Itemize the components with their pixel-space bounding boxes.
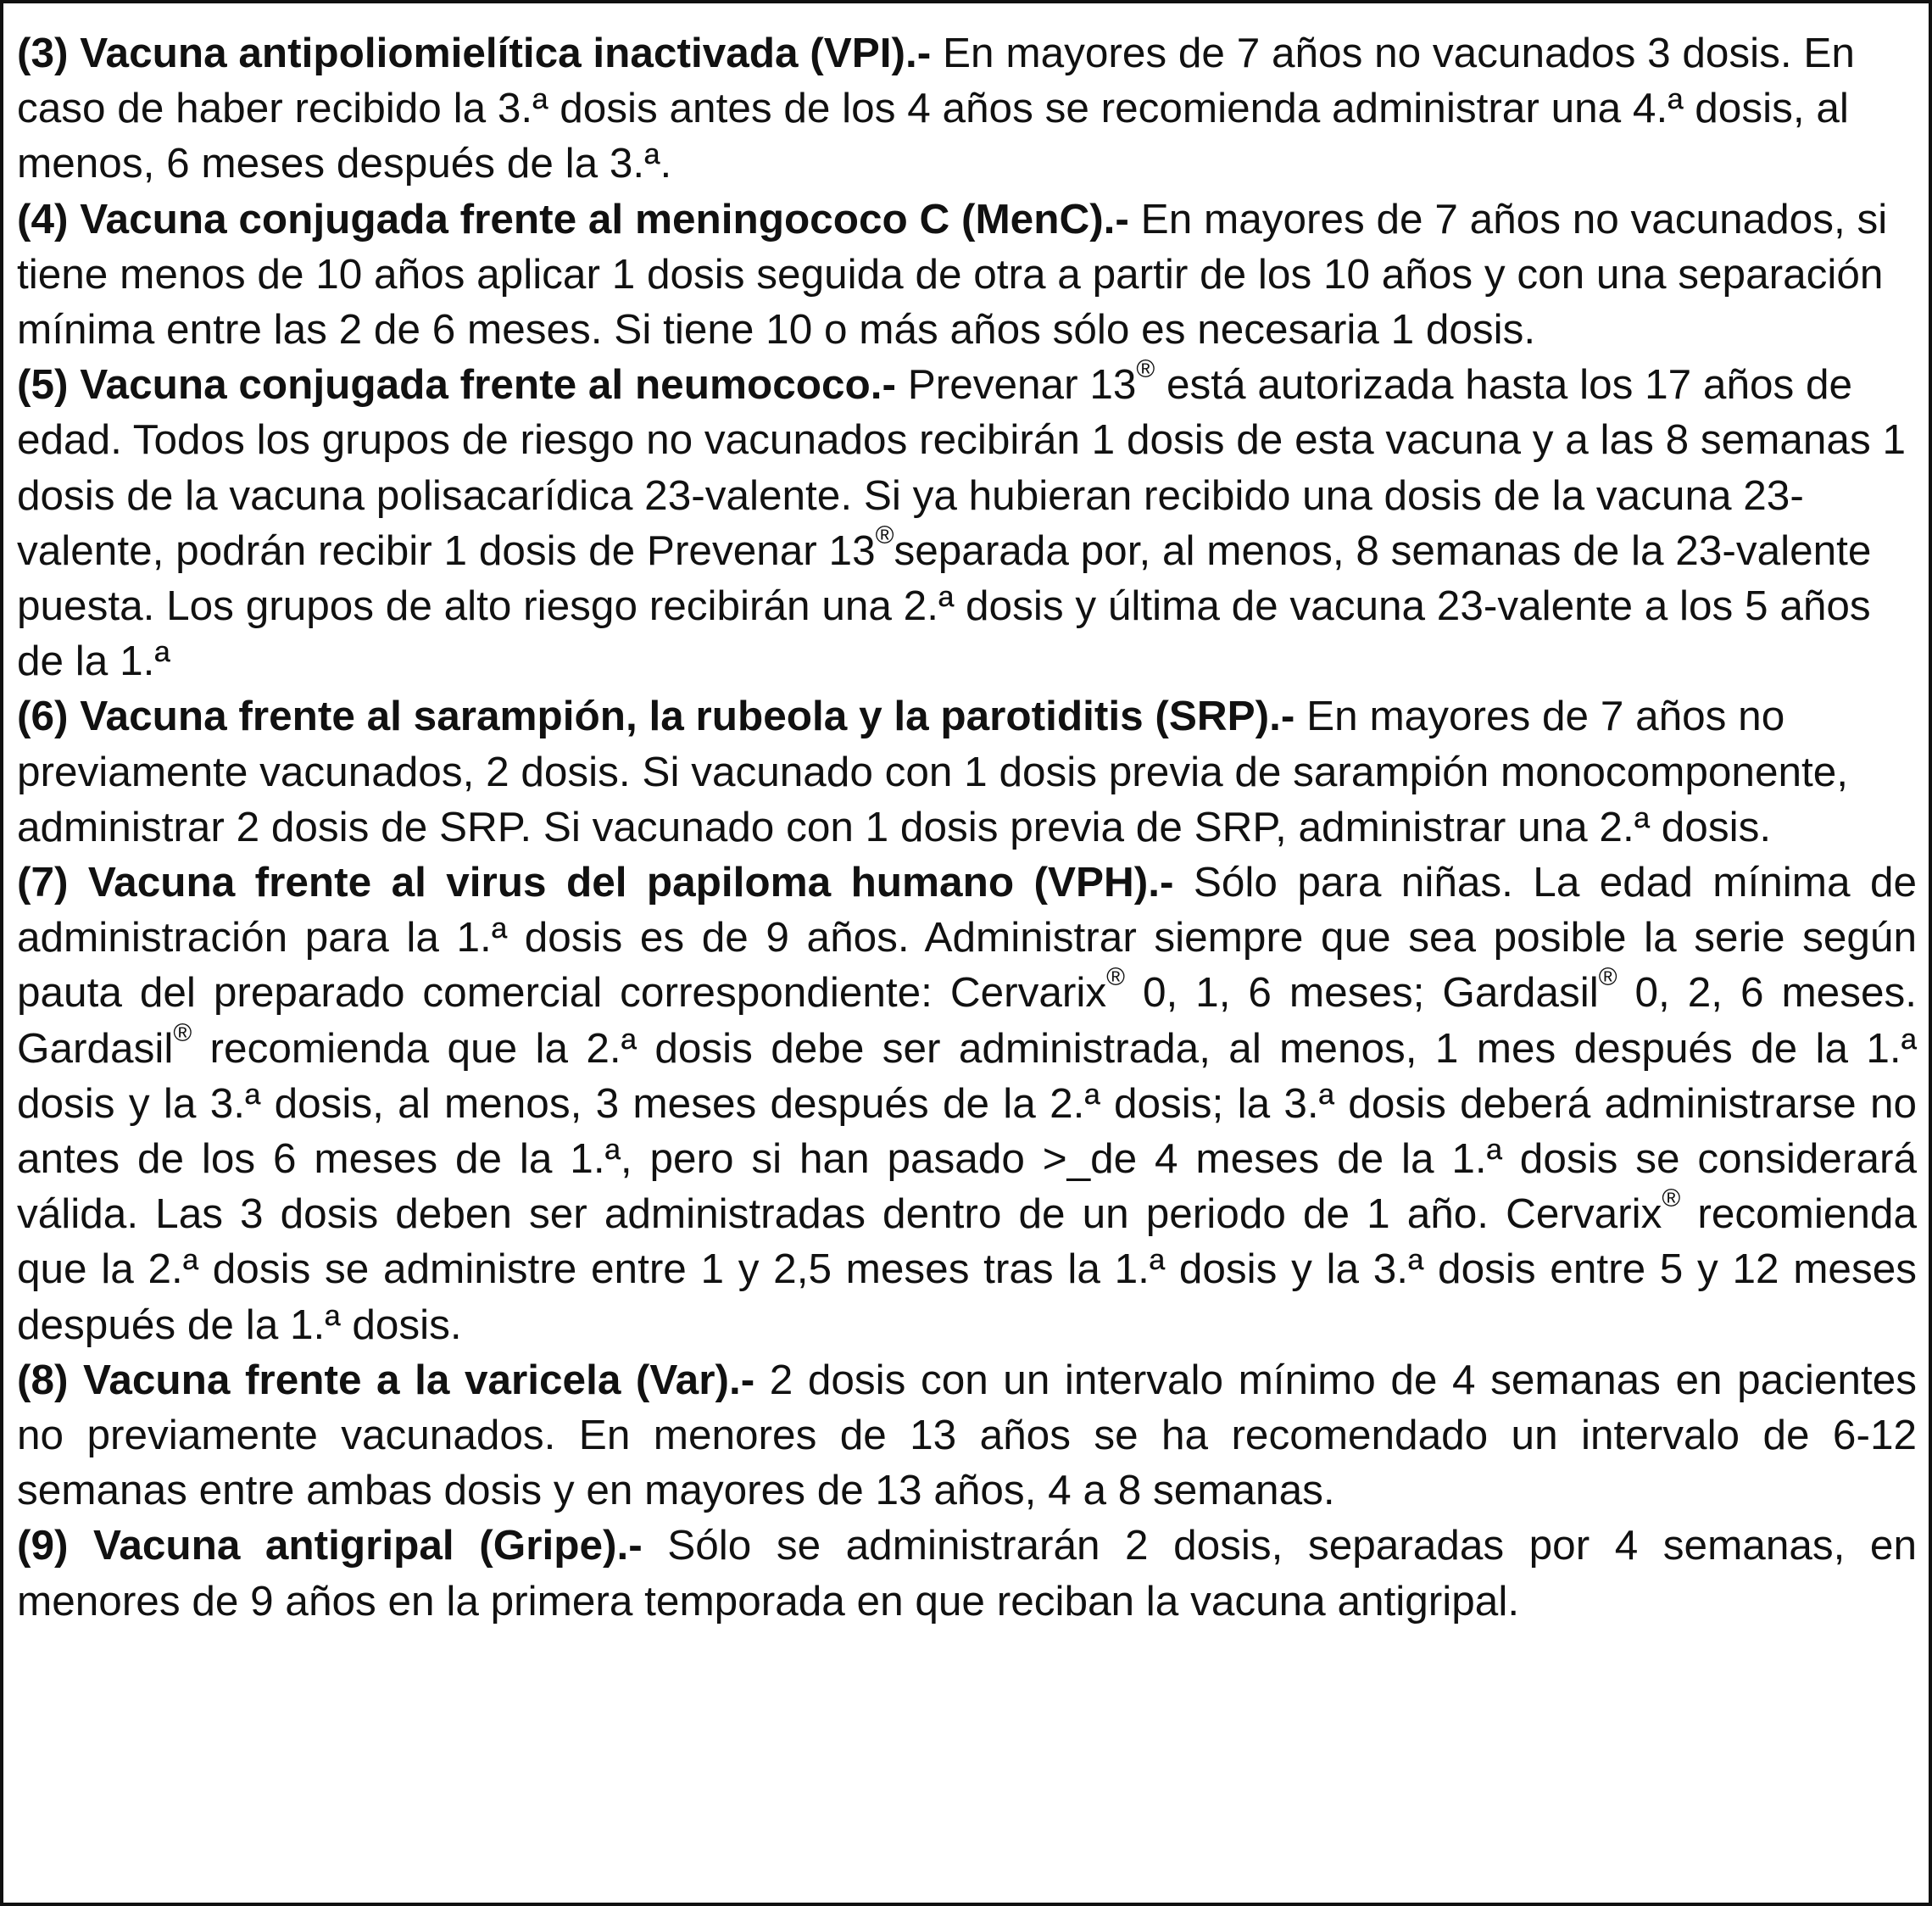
note-text: está autorizada hasta los 17 años de edad. Todos los grupos de riesgo no vacunados recibirán 1 dosis de esta vacuna y a las 8 semanas 1 dosis de la vacuna polisacarídica 23-valente. Si ya hubieran recibido una dosis de la vacuna 23-valente, podrán recibir 1 dosis de Prevenar 13 — [17, 361, 1906, 574]
registered-mark: ® — [1662, 1184, 1681, 1213]
note-srp — [17, 688, 1917, 855]
note-vph — [17, 855, 1917, 1352]
note-varicela — [17, 1352, 1917, 1519]
note-heading: (5) Vacuna conjugada frente al neumococo.- — [17, 361, 896, 409]
note-text: En mayores de 7 años no vacunados 3 dosis. En caso de haber recibido la 3.ª dosis antes de los 4 años se recomienda administrar una 4.ª dosis, al menos, 6 meses después de la 3.ª. — [17, 30, 1855, 187]
note-heading: (7) Vacuna frente al virus del papiloma humano (VPH).- — [17, 859, 1174, 906]
note-text: Prevenar 13 — [895, 361, 1137, 409]
note-text: En mayores de 7 años no previamente vacunados, 2 dosis. Si vacunado con 1 dosis previa de sarampión monocomponente, administrar 2 dosis de SRP. Si vacunado con 1 dosis previa de SRP, administrar una 2.ª dosis. — [17, 693, 1849, 850]
note-text: 0, 2, 6 meses. Gardasil — [17, 969, 1917, 1072]
note-heading: (8) Vacuna frente a la varicela (Var).- — [17, 1356, 755, 1403]
note-text: Sólo se administrarán 2 dosis, separadas por 4 semanas, en menores de 9 años en la primera temporada en que reciban la vacuna antigripal. — [17, 1522, 1917, 1625]
note-text: recomienda que la 2.ª dosis debe ser administrada, al menos, 1 mes después de la 1.ª dosis y la 3.ª dosis, al menos, 3 meses después de la 2.ª dosis; la 3.ª dosis deberá administrarse no antes de los 6 meses de la 1.ª, pero si han pasado >_de 4 meses de la 1.ª dosis se considerará válida. Las 3 dosis deben ser administradas dentro de un periodo de 1 año. Cervarix — [17, 1024, 1917, 1238]
note-vpi — [17, 25, 1917, 192]
note-neumococo — [17, 354, 1917, 688]
note-text: recomienda que la 2.ª dosis se administre entre 1 y 2,5 meses tras la 1.ª dosis y la 3.ª dosis entre 5 y 12 meses después de la 1.ª dosis. — [17, 1190, 1917, 1348]
registered-mark: ® — [1598, 963, 1617, 992]
note-menc — [17, 192, 1917, 358]
note-heading: (3) Vacuna antipoliomielítica inactivada (VPI).- — [17, 30, 932, 76]
note-heading: (4) Vacuna conjugada frente al meningococo C (MenC).- — [17, 195, 1129, 242]
note-text: separada por, al menos, 8 semanas de la 23-valente puesta. Los grupos de alto riesgo recibirán una 2.ª dosis y última de vacuna 23-valente a los 5 años de la 1.ª — [17, 527, 1872, 685]
note-heading: (6) Vacuna frente al sarampión, la rubeola y la parotiditis (SRP).- — [17, 693, 1295, 740]
registered-mark: ® — [1106, 963, 1126, 992]
note-text: 0, 1, 6 meses; Gardasil — [1125, 969, 1599, 1017]
registered-mark: ® — [173, 1018, 192, 1047]
note-heading: (9) Vacuna antigripal (Gripe).- — [17, 1522, 643, 1569]
note-gripe — [17, 1518, 1917, 1628]
note-text: 2 dosis con un intervalo mínimo de 4 semanas en pacientes no previamente vacunados. En menores de 13 años se ha recomendado un intervalo de 6-12 semanas entre ambas dosis y en mayores de 13 años, 4 a 8 semanas. — [17, 1356, 1917, 1514]
note-text: En mayores de 7 años no vacunados, si tiene menos de 10 años aplicar 1 dosis seguida de otra a partir de los 10 años y con una separación mínima entre las 2 de 6 meses. Si tiene 10 o más años sólo es necesaria 1 dosis. — [17, 195, 1888, 354]
registered-mark: ® — [875, 521, 894, 549]
registered-mark: ® — [1136, 354, 1155, 383]
note-text: Sólo para niñas. La edad mínima de administración para la 1.ª dosis es de 9 años. Administrar siempre que sea posible la serie según pauta del preparado comercial correspondiente: Cervarix — [17, 859, 1917, 1017]
